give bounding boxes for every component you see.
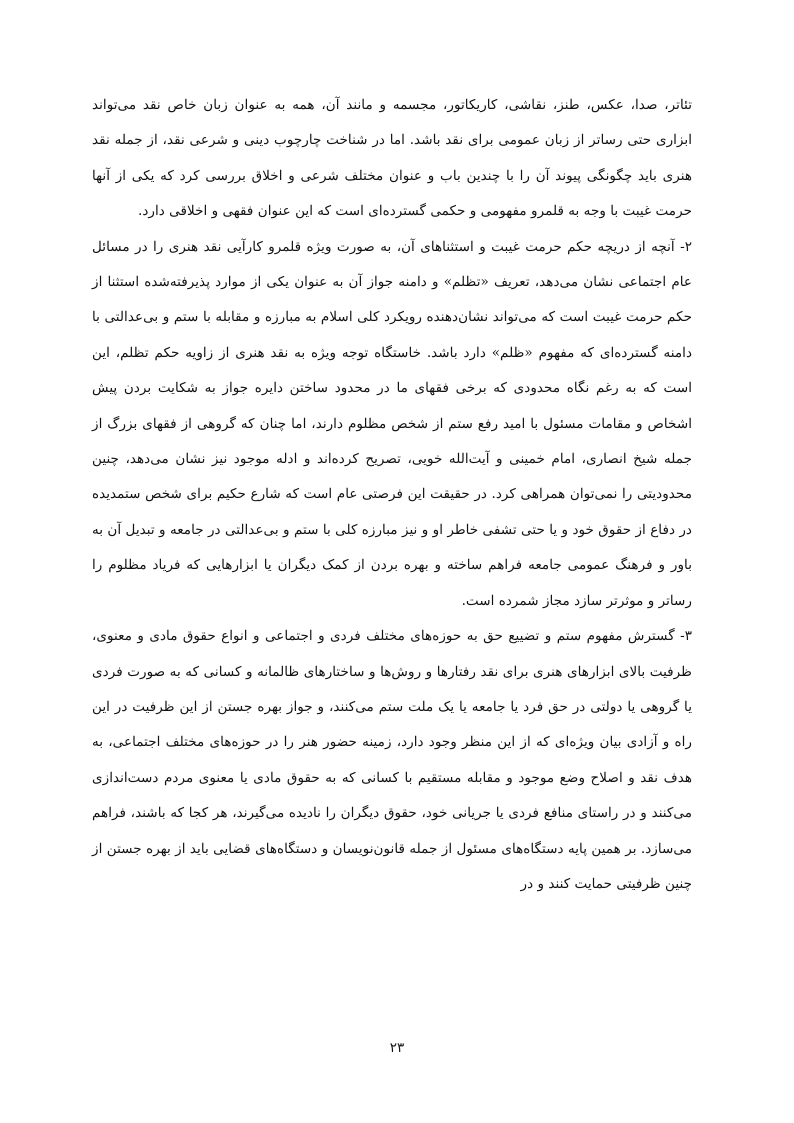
page-number: ۲۳: [389, 1040, 405, 1056]
paragraph-2: ۲- آنچه از دریچه حکم حرمت غیبت و استثناهای آن، به صورت ویژه قلمرو کارآیی نقد هنری را در مسائل عام اجتماعی نشان می‌دهد، تعریف «تظلم» و دامنه جواز آن به عنوان یکی از موارد پذیرفته‌شده استثنا از حکم حرمت غیبت است که می‌تواند نشان‌دهنده رویکرد کلی اسلام به مبارزه و مقابله با ستم و بی‌عدالتی با دامنه گسترده‌ای که مفهوم «ظلم» دارد باشد. خاستگاه توجه ویژه به نقد هنری از زاویه حکم تظلم، این است که به رغم نگاه محدودی که برخی فقهای ما در محدود ساختن دایره جواز به شکایت بردن پیش اشخاص و مقامات مسئول با امید رفع ستم از شخص مظلوم دارند، اما چنان که گروهی از فقهای بزرگ از جمله شیخ انصاری، امام خمینی و آیت‌الله خویی، تصریح کرده‌اند و ادله موجود نیز نشان می‌دهد، چنین محدودیتی را نمی‌توان همراهی کرد. در حقیقت این فرصتی عام است که شارع حکیم برای شخص ستمدیده در دفاع از حقوق خود و یا حتی تشفی خاطر او و نیز مبارزه کلی با ستم و بی‌عدالتی در جامعه و تبدیل آن به باور و فرهنگ عمومی جامعه فراهم ساخته و بهره بردن از کمک دیگران یا ابزارهایی که فریاد مظلوم را رساتر و موثرتر سازد مجاز شمرده است.: [92, 238, 692, 609]
body-text: [92, 88, 692, 902]
paragraph-3: ۳- گسترش مفهوم ستم و تضییع حق به حوزه‌های مختلف فردی و اجتماعی و انواع حقوق مادی و معنوی، ظرفیت بالای ابزارهای هنری برای نقد رفتارها و روش‌ها و ساختارهای ظالمانه و کسانی که به صورت فردی یا گروهی یا دولتی در حق فرد یا جامعه یا یک ملت ستم می‌کنند، و جواز بهره جستن از این ظرفیت در این راه و آزادی بیان ویژه‌ای که از این منظر وجود دارد، زمینه حضور هنر را در حوزه‌های مختلف اجتماعی، به هدف نقد و اصلاح وضع موجود و مقابله مستقیم با کسانی که به حقوق مادی یا معنوی مردم دست‌اندازی می‌کنند و در راستای منافع فردی یا جریانی خود، حقوق دیگران را نادیده می‌گیرند، هر کجا که باشند، فراهم می‌سازد. بر همین پایه دستگاه‌های مسئول از جمله قانون‌نویسان و دستگاه‌های قضایی باید از بهره جستن از چنین ظرفیتی حمایت کنند و در: [92, 628, 692, 892]
paragraph-1: تئاتر، صدا، عکس، طنز، نقاشی، کاریکاتور، مجسمه و مانند آن، همه به عنوان زبان خاص نقد می‌تواند ابزاری حتی رساتر از زبان عمومی برای نقد باشد. اما در شناخت چارچوب دینی و شرعی نقد، از جمله نقد هنری باید چگونگی پیوند آن را با چندین باب و عنوان مختلف شرعی و اخلاق بررسی کرد که یکی از آنها حرمت غیبت با وجه به قلمرو مفهومی و حکمی گسترده‌ای است که این عنوان فقهی و اخلاقی دارد.: [92, 97, 692, 220]
